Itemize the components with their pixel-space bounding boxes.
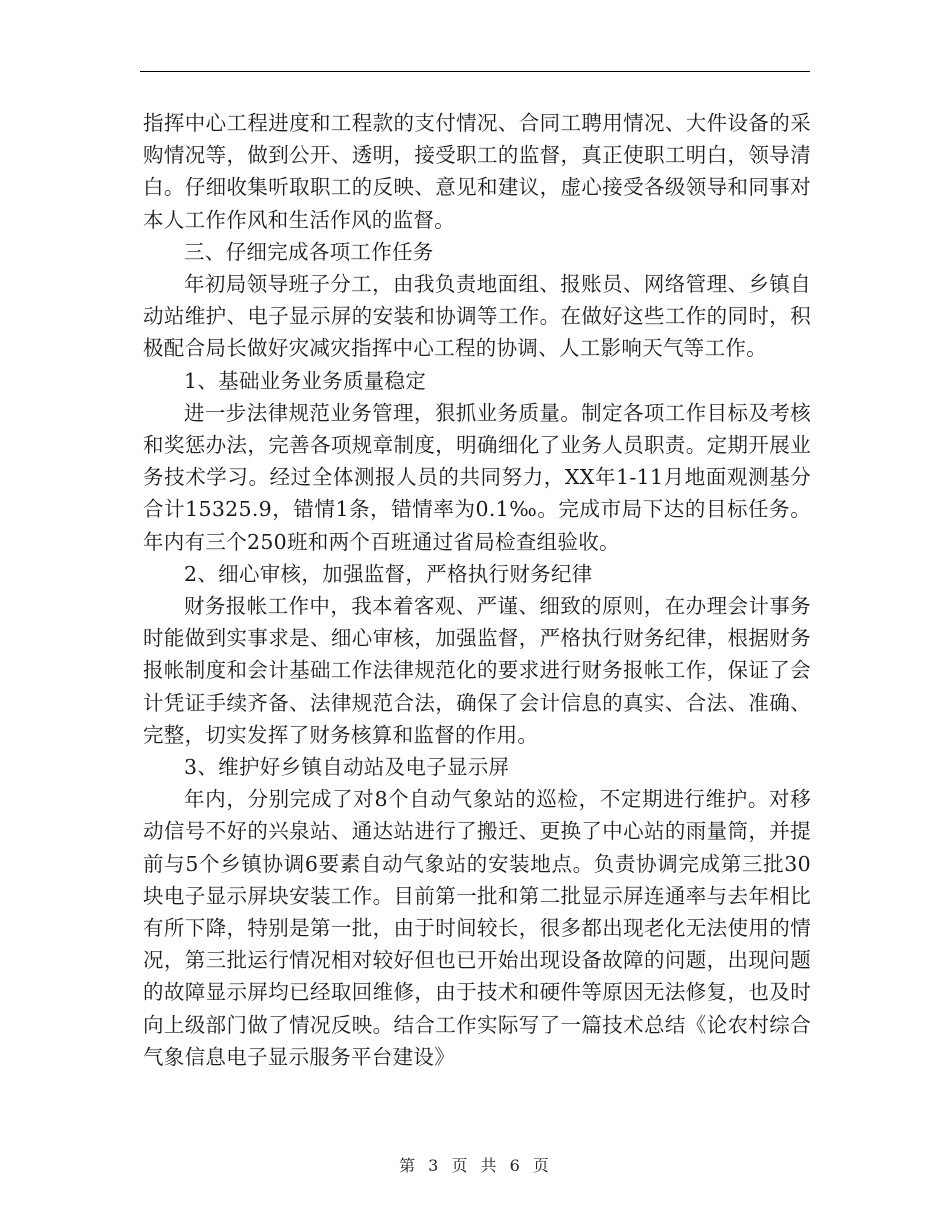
- subsection-heading: 2、细心审核，加强监督，严格执行财务纪律: [184, 561, 593, 586]
- paragraph: 财务报帐工作中，我本着客观、严谨、细致的原则，在办理会计事务时能做到实事求是、细心审核，加强监督，严格执行财务纪律，根据财务报帐制度和会计基础工作法律规范化的要求进行财务报帐工作，保证了会计凭证手续齐备、法律规范合法，确保了会计信息的真实、合法、准确、完整，切实发挥了财务核算和监督的作用。: [143, 594, 811, 747]
- section-heading: 三、仔细完成各项工作任务: [184, 239, 434, 264]
- subsection-heading: 3、维护好乡镇自动站及电子显示屏: [184, 755, 510, 780]
- subsection-heading: 1、基础业务业务质量稳定: [184, 368, 427, 393]
- page-number-footer: 第 3 页 共 6 页: [399, 1156, 551, 1175]
- paragraph: 进一步法律规范业务管理，狠抓业务质量。制定各项工作目标及考核和奖惩办法，完善各项规章制度，明确细化了业务人员职责。定期开展业务技术学习。经过全体测报人员的共同努力，XX年1-11月地面观测基分合计15325.9，错情1条，错情率为0.1‰。完成市局下达的目标任务。年内有三个250班和两个百班通过省局检查组验收。: [143, 400, 811, 554]
- paragraph: 年初局领导班子分工，由我负责地面组、报账员、网络管理、乡镇自动站维护、电子显示屏的安装和协调等工作。在做好这些工作的同时，积极配合局长做好灾减灾指挥中心工程的协调、人工影响天气等工作。: [143, 272, 811, 361]
- document-body: [143, 107, 811, 1073]
- paragraph-continuation: 指挥中心工程进度和工程款的支付情况、合同工聘用情况、大件设备的采购情况等，做到公开、透明，接受职工的监督，真正使职工明白，领导清白。仔细收集听取职工的反映、意见和建议，虚心接受各级领导和同事对本人工作作风和生活作风的监督。: [143, 111, 811, 232]
- header-rule: [140, 71, 810, 72]
- paragraph: 年内，分别完成了对8个自动气象站的巡检，不定期进行维护。对移动信号不好的兴泉站、通达站进行了搬迁、更换了中心站的雨量筒，并提前与5个乡镇协调6要素自动气象站的安装地点。负责协调完成第三批30块电子显示屏块安装工作。目前第一批和第二批显示屏连通率与去年相比有所下降，特别是第一批，由于时间较长，很多都出现老化无法使用的情况，第三批运行情况相对较好但也已开始出现设备故障的问题，出现问题的故障显示屏均已经取回维修，由于技术和硬件等原因无法修复，也及时向上级部门做了情况反映。结合工作实际写了一篇技术总结《论农村综合气象信息电子显示服务平台建设》: [143, 787, 811, 1069]
